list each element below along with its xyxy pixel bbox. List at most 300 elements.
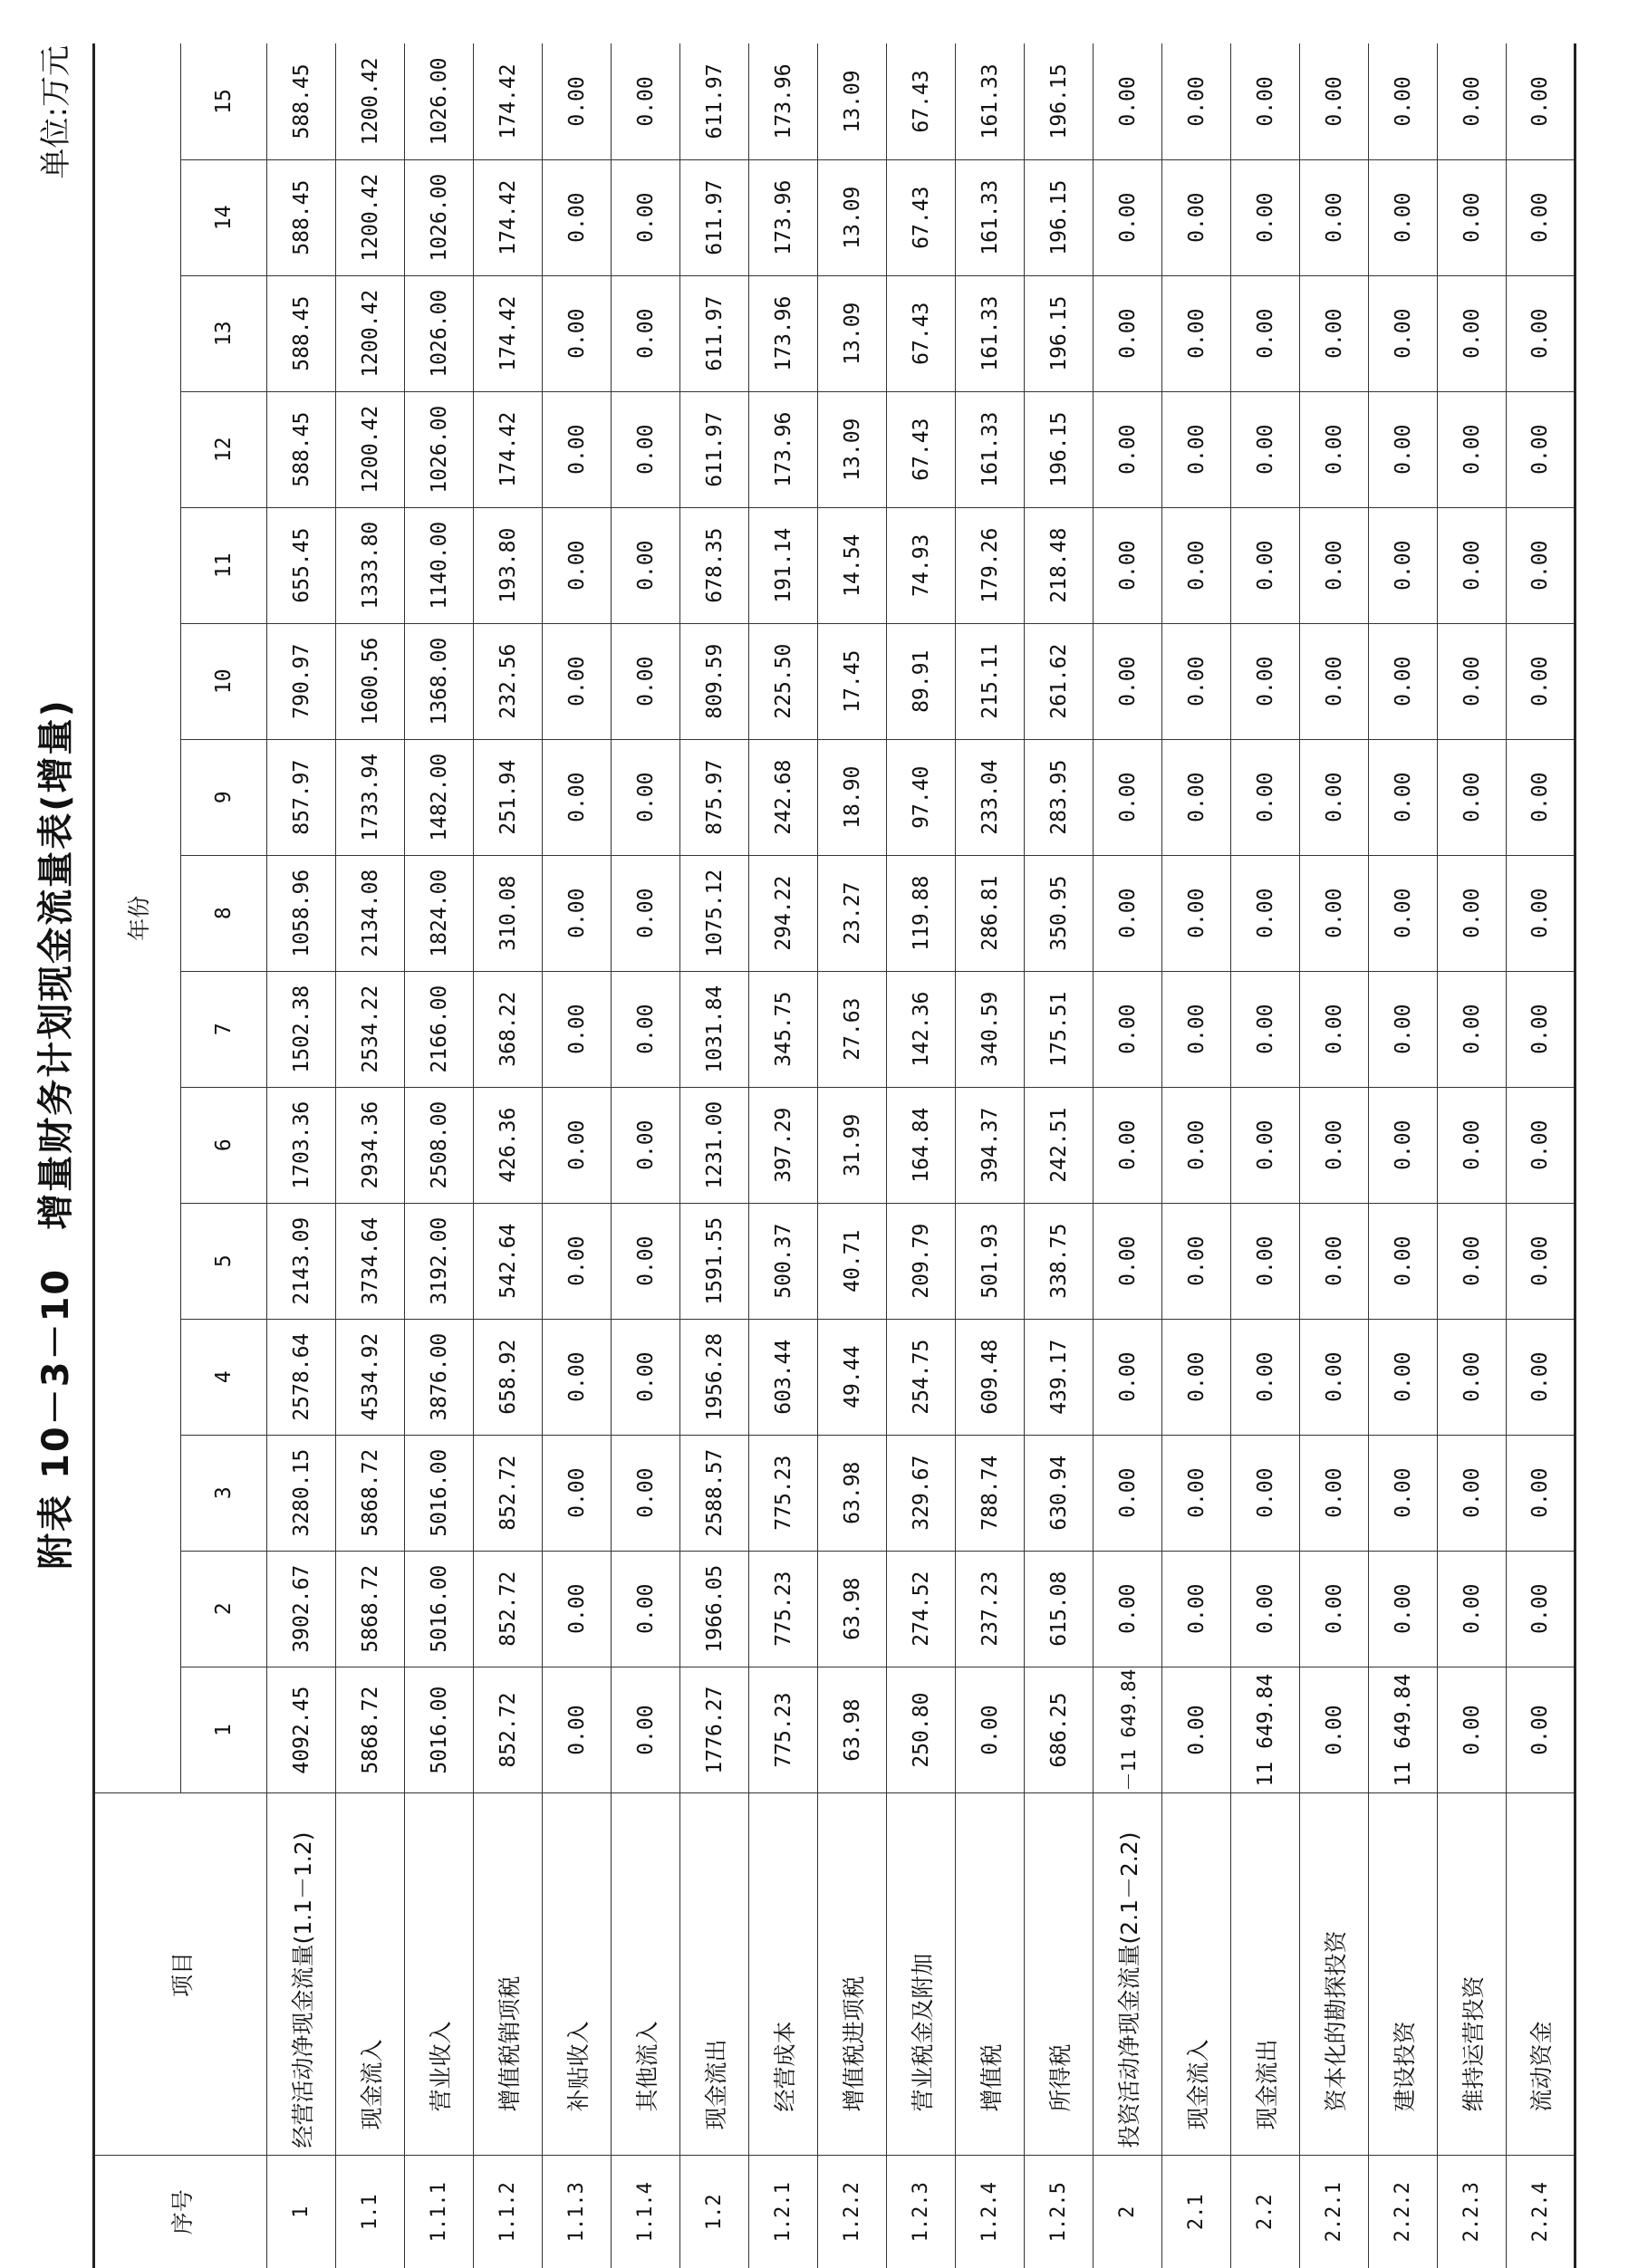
row-value: 658.92 [474, 1319, 543, 1435]
row-value: 588.45 [267, 391, 336, 507]
row-value: 0.00 [1300, 855, 1369, 971]
row-value: 0.00 [1094, 507, 1162, 623]
header-year: 1 [181, 1667, 267, 1793]
row-value: 857.97 [267, 739, 336, 855]
row-item: 现金流入 [1162, 1793, 1231, 2156]
row-value: 2578.64 [267, 1319, 336, 1435]
row-value: 254.75 [887, 1319, 956, 1435]
row-value: 0.00 [1231, 275, 1300, 391]
table-row [1438, 43, 1507, 2268]
row-value: 218.48 [1025, 507, 1094, 623]
row-value: 0.00 [1094, 623, 1162, 739]
row-value: 0.00 [612, 623, 680, 739]
row-seq: 2.1 [1162, 2156, 1231, 2268]
row-value: 14.54 [818, 507, 887, 623]
row-value: 164.84 [887, 1087, 956, 1203]
row-value: 0.00 [543, 739, 612, 855]
row-value: 0.00 [1231, 507, 1300, 623]
row-value: 191.14 [749, 507, 818, 623]
row-value: 274.52 [887, 1551, 956, 1667]
row-value: 232.56 [474, 623, 543, 739]
row-value: 23.27 [818, 855, 887, 971]
row-value: 173.96 [749, 43, 818, 159]
row-value: 0.00 [1369, 43, 1438, 159]
row-value: 0.00 [543, 855, 612, 971]
row-value: 0.00 [1369, 971, 1438, 1087]
row-value: 0.00 [1438, 159, 1507, 275]
row-value: 611.97 [680, 159, 749, 275]
header-year: 12 [181, 391, 267, 507]
header-year: 14 [181, 159, 267, 275]
row-value: 0.00 [1231, 855, 1300, 971]
row-value: 0.00 [1162, 1203, 1231, 1319]
row-value: 0.00 [1094, 1203, 1162, 1319]
row-value: 27.63 [818, 971, 887, 1087]
row-value: 3902.67 [267, 1551, 336, 1667]
header-year: 13 [181, 275, 267, 391]
row-seq: 1.1.2 [474, 2156, 543, 2268]
row-value: 439.17 [1025, 1319, 1094, 1435]
row-value: 0.00 [1369, 275, 1438, 391]
row-value: 394.37 [956, 1087, 1025, 1203]
row-value: 615.08 [1025, 1551, 1094, 1667]
header-year: 6 [181, 1087, 267, 1203]
row-value: 1368.00 [405, 623, 474, 739]
row-value: 1200.42 [336, 43, 405, 159]
header-year: 2 [181, 1551, 267, 1667]
row-value: 2134.08 [336, 855, 405, 971]
row-value: 0.00 [1369, 507, 1438, 623]
header-year: 3 [181, 1435, 267, 1551]
row-value: 1026.00 [405, 159, 474, 275]
row-value: 500.37 [749, 1203, 818, 1319]
row-value: 0.00 [612, 1087, 680, 1203]
row-value: 17.45 [818, 623, 887, 739]
row-value: 1140.00 [405, 507, 474, 623]
row-value: 0.00 [1438, 623, 1507, 739]
row-item: 增值税 [956, 1793, 1025, 2156]
row-value: 0.00 [1369, 1087, 1438, 1203]
row-value: 0.00 [543, 43, 612, 159]
row-value: 209.79 [887, 1203, 956, 1319]
row-value: 775.23 [749, 1435, 818, 1551]
row-value: 161.33 [956, 159, 1025, 275]
row-value: 0.00 [1231, 159, 1300, 275]
row-value: 0.00 [1369, 159, 1438, 275]
row-value: 0.00 [1162, 1551, 1231, 1667]
row-value: 142.36 [887, 971, 956, 1087]
table-row [1507, 43, 1575, 2268]
row-value: 0.00 [1369, 855, 1438, 971]
cash-flow-table [92, 43, 1576, 2268]
row-value: 0.00 [612, 275, 680, 391]
row-value: 196.15 [1025, 43, 1094, 159]
table-title: 附表 10－3－10 增量财务计划现金流量表(增量) [35, 698, 77, 1570]
row-value: 0.00 [543, 1667, 612, 1793]
row-value: 0.00 [1094, 1435, 1162, 1551]
row-value: 852.72 [474, 1667, 543, 1793]
row-value: 0.00 [1507, 43, 1575, 159]
table-row [405, 43, 474, 2268]
row-value: 0.00 [612, 1319, 680, 1435]
row-value: 261.62 [1025, 623, 1094, 739]
row-value: 0.00 [1162, 1667, 1231, 1793]
row-value: 0.00 [543, 971, 612, 1087]
row-value: 1200.42 [336, 391, 405, 507]
row-value: 0.00 [1231, 623, 1300, 739]
row-value: 5016.00 [405, 1435, 474, 1551]
row-value: 74.93 [887, 507, 956, 623]
row-value: 0.00 [1162, 275, 1231, 391]
row-value: 0.00 [1507, 1667, 1575, 1793]
row-value: 775.23 [749, 1667, 818, 1793]
row-value: 350.95 [1025, 855, 1094, 971]
row-value: 0.00 [1438, 1435, 1507, 1551]
row-value: 611.97 [680, 43, 749, 159]
row-value: 1966.05 [680, 1551, 749, 1667]
row-seq: 1.1.4 [612, 2156, 680, 2268]
row-value: 0.00 [1438, 1203, 1507, 1319]
row-value: 237.23 [956, 1551, 1025, 1667]
row-seq: 2.2.3 [1438, 2156, 1507, 2268]
row-value: 0.00 [612, 855, 680, 971]
row-value: －11 649.84 [1094, 1667, 1162, 1793]
row-value: 1733.94 [336, 739, 405, 855]
row-value: 63.98 [818, 1667, 887, 1793]
row-seq: 1.2 [680, 2156, 749, 2268]
row-value: 0.00 [1438, 855, 1507, 971]
row-value: 0.00 [612, 1435, 680, 1551]
row-item: 投资活动净现金流量(2.1－2.2) [1094, 1793, 1162, 2156]
row-value: 0.00 [1094, 739, 1162, 855]
row-item: 现金流出 [680, 1793, 749, 2156]
row-value: 0.00 [1231, 1551, 1300, 1667]
row-value: 63.98 [818, 1435, 887, 1551]
header-seq: 序号 [94, 2156, 267, 2268]
row-value: 0.00 [1438, 1087, 1507, 1203]
row-value: 13.09 [818, 391, 887, 507]
row-value: 40.71 [818, 1203, 887, 1319]
row-value: 0.00 [612, 1667, 680, 1793]
row-value: 0.00 [543, 623, 612, 739]
row-value: 0.00 [1300, 1319, 1369, 1435]
row-value: 1075.12 [680, 855, 749, 971]
row-value: 0.00 [612, 507, 680, 623]
row-value: 3192.00 [405, 1203, 474, 1319]
row-value: 97.40 [887, 739, 956, 855]
row-value: 0.00 [543, 1087, 612, 1203]
table-row [887, 43, 956, 2268]
header-year: 10 [181, 623, 267, 739]
row-item: 现金流入 [336, 1793, 405, 2156]
table-row [1025, 43, 1094, 2268]
row-value: 67.43 [887, 43, 956, 159]
row-value: 809.59 [680, 623, 749, 739]
row-value: 0.00 [1300, 1435, 1369, 1551]
header-year: 9 [181, 739, 267, 855]
row-value: 174.42 [474, 391, 543, 507]
row-value: 63.98 [818, 1551, 887, 1667]
row-value: 119.88 [887, 855, 956, 971]
row-value: 603.44 [749, 1319, 818, 1435]
row-value: 0.00 [1300, 1203, 1369, 1319]
row-value: 0.00 [1300, 739, 1369, 855]
row-value: 345.75 [749, 971, 818, 1087]
table-row [336, 43, 405, 2268]
row-value: 0.00 [543, 391, 612, 507]
row-item: 现金流出 [1231, 1793, 1300, 2156]
row-seq: 1.2.3 [887, 2156, 956, 2268]
row-value: 161.33 [956, 391, 1025, 507]
row-value: 5868.72 [336, 1667, 405, 1793]
row-value: 0.00 [1094, 855, 1162, 971]
row-seq: 1.1.3 [543, 2156, 612, 2268]
row-value: 0.00 [1507, 623, 1575, 739]
row-seq: 1.2.2 [818, 2156, 887, 2268]
row-value: 0.00 [612, 159, 680, 275]
row-seq: 1.2.4 [956, 2156, 1025, 2268]
row-value: 397.29 [749, 1087, 818, 1203]
row-value: 0.00 [612, 391, 680, 507]
row-value: 0.00 [1300, 43, 1369, 159]
row-value: 11 649.84 [1369, 1667, 1438, 1793]
row-value: 875.97 [680, 739, 749, 855]
row-value: 1231.00 [680, 1087, 749, 1203]
row-value: 0.00 [1094, 1087, 1162, 1203]
row-value: 0.00 [1369, 1319, 1438, 1435]
row-value: 329.67 [887, 1435, 956, 1551]
row-value: 0.00 [1507, 1203, 1575, 1319]
row-value: 1026.00 [405, 391, 474, 507]
row-value: 89.91 [887, 623, 956, 739]
row-value: 251.94 [474, 739, 543, 855]
row-value: 0.00 [1507, 391, 1575, 507]
row-item: 营业收入 [405, 1793, 474, 2156]
row-value: 338.75 [1025, 1203, 1094, 1319]
table-row [267, 43, 336, 2268]
row-value: 775.23 [749, 1551, 818, 1667]
row-value: 1058.96 [267, 855, 336, 971]
header-year: 11 [181, 507, 267, 623]
row-item: 营业税金及附加 [887, 1793, 956, 2156]
row-value: 368.22 [474, 971, 543, 1087]
row-value: 174.42 [474, 159, 543, 275]
row-value: 0.00 [1300, 623, 1369, 739]
table-row [1162, 43, 1231, 2268]
table-row [818, 43, 887, 2268]
row-value: 1703.36 [267, 1087, 336, 1203]
row-value: 286.81 [956, 855, 1025, 971]
row-value: 0.00 [612, 1551, 680, 1667]
row-value: 0.00 [1162, 971, 1231, 1087]
row-value: 340.59 [956, 971, 1025, 1087]
row-value: 0.00 [1300, 507, 1369, 623]
row-seq: 1.2.1 [749, 2156, 818, 2268]
row-value: 501.93 [956, 1203, 1025, 1319]
row-seq: 2 [1094, 2156, 1162, 2268]
row-value: 0.00 [1369, 1203, 1438, 1319]
row-value: 0.00 [1094, 275, 1162, 391]
table-body [267, 43, 1575, 2268]
row-value: 0.00 [1094, 159, 1162, 275]
row-value: 67.43 [887, 391, 956, 507]
row-value: 1591.55 [680, 1203, 749, 1319]
header-year: 15 [181, 43, 267, 159]
row-value: 3876.00 [405, 1319, 474, 1435]
row-value: 0.00 [1507, 855, 1575, 971]
row-value: 0.00 [1369, 739, 1438, 855]
row-value: 4534.92 [336, 1319, 405, 1435]
row-value: 1482.00 [405, 739, 474, 855]
row-value: 179.26 [956, 507, 1025, 623]
table-row [474, 43, 543, 2268]
row-value: 0.00 [1162, 855, 1231, 971]
row-value: 0.00 [1438, 1319, 1507, 1435]
row-item: 流动资金 [1507, 1793, 1575, 2156]
row-value: 0.00 [612, 1203, 680, 1319]
row-value: 0.00 [1162, 43, 1231, 159]
header-year: 5 [181, 1203, 267, 1319]
row-value: 790.97 [267, 623, 336, 739]
row-value: 0.00 [1507, 159, 1575, 275]
row-value: 31.99 [818, 1087, 887, 1203]
row-value: 2143.09 [267, 1203, 336, 1319]
row-value: 0.00 [1300, 275, 1369, 391]
table-row [1231, 43, 1300, 2268]
row-value: 588.45 [267, 159, 336, 275]
row-value: 0.00 [1162, 1319, 1231, 1435]
row-value: 0.00 [1231, 1319, 1300, 1435]
row-value: 11 649.84 [1231, 1667, 1300, 1793]
row-value: 2166.00 [405, 971, 474, 1087]
row-value: 0.00 [1162, 1435, 1231, 1551]
row-item: 增值税进项税 [818, 1793, 887, 2156]
row-value: 0.00 [1094, 971, 1162, 1087]
row-value: 0.00 [1300, 391, 1369, 507]
row-value: 1776.27 [680, 1667, 749, 1793]
row-value: 2588.57 [680, 1435, 749, 1551]
row-value: 588.45 [267, 275, 336, 391]
row-value: 225.50 [749, 623, 818, 739]
row-value: 0.00 [612, 739, 680, 855]
row-value: 5016.00 [405, 1667, 474, 1793]
row-value: 67.43 [887, 275, 956, 391]
row-seq: 2.2.4 [1507, 2156, 1575, 2268]
table-row [680, 43, 749, 2268]
unit-label: 单位:万元 [38, 45, 74, 179]
row-value: 788.74 [956, 1435, 1025, 1551]
row-value: 0.00 [1094, 1551, 1162, 1667]
row-value: 0.00 [1438, 43, 1507, 159]
row-value: 426.36 [474, 1087, 543, 1203]
row-value: 686.25 [1025, 1667, 1094, 1793]
row-value: 542.64 [474, 1203, 543, 1319]
row-value: 0.00 [1438, 1551, 1507, 1667]
row-item: 维持运营投资 [1438, 1793, 1507, 2156]
table-wrapper [92, 43, 1576, 2268]
row-value: 13.09 [818, 43, 887, 159]
row-value: 0.00 [1369, 1435, 1438, 1551]
table-row [612, 43, 680, 2268]
row-value: 0.00 [543, 159, 612, 275]
row-value: 0.00 [1231, 43, 1300, 159]
table-row [1094, 43, 1162, 2268]
row-value: 0.00 [1507, 739, 1575, 855]
row-item: 资本化的勘探投资 [1300, 1793, 1369, 2156]
row-value: 196.15 [1025, 275, 1094, 391]
row-value: 0.00 [1438, 1667, 1507, 1793]
row-value: 0.00 [1438, 971, 1507, 1087]
row-value: 5868.72 [336, 1435, 405, 1551]
row-value: 0.00 [1507, 275, 1575, 391]
header-item: 项目 [94, 1793, 267, 2156]
row-value: 49.44 [818, 1319, 887, 1435]
row-value: 588.45 [267, 43, 336, 159]
row-value: 0.00 [1231, 1435, 1300, 1551]
header-year-group: 年份 [94, 43, 181, 1793]
header-year: 4 [181, 1319, 267, 1435]
row-value: 1200.42 [336, 159, 405, 275]
row-value: 2534.22 [336, 971, 405, 1087]
row-value: 852.72 [474, 1551, 543, 1667]
row-value: 161.33 [956, 43, 1025, 159]
row-value: 0.00 [543, 1203, 612, 1319]
row-value: 0.00 [1231, 1203, 1300, 1319]
table-row [749, 43, 818, 2268]
row-value: 611.97 [680, 391, 749, 507]
row-value: 0.00 [1300, 1087, 1369, 1203]
row-value: 2508.00 [405, 1087, 474, 1203]
row-value: 0.00 [1162, 159, 1231, 275]
row-item: 经营活动净现金流量(1.1－1.2) [267, 1793, 336, 2156]
row-seq: 2.2 [1231, 2156, 1300, 2268]
table-row [1300, 43, 1369, 2268]
row-value: 0.00 [956, 1667, 1025, 1793]
row-value: 0.00 [1300, 1667, 1369, 1793]
row-value: 0.00 [1438, 739, 1507, 855]
row-value: 0.00 [1507, 507, 1575, 623]
row-value: 173.96 [749, 391, 818, 507]
row-seq: 2.2.1 [1300, 2156, 1369, 2268]
row-value: 0.00 [1369, 623, 1438, 739]
row-value: 18.90 [818, 739, 887, 855]
row-value: 233.04 [956, 739, 1025, 855]
row-value: 0.00 [1094, 391, 1162, 507]
row-value: 852.72 [474, 1435, 543, 1551]
row-value: 250.80 [887, 1667, 956, 1793]
row-value: 0.00 [1094, 43, 1162, 159]
row-value: 0.00 [1507, 1435, 1575, 1551]
row-value: 0.00 [1231, 739, 1300, 855]
row-value: 215.11 [956, 623, 1025, 739]
header-year: 8 [181, 855, 267, 971]
row-value: 0.00 [1438, 275, 1507, 391]
row-value: 5868.72 [336, 1551, 405, 1667]
row-value: 196.15 [1025, 159, 1094, 275]
row-value: 0.00 [1231, 1087, 1300, 1203]
row-value: 242.68 [749, 739, 818, 855]
row-value: 1824.00 [405, 855, 474, 971]
row-seq: 1 [267, 2156, 336, 2268]
row-value: 0.00 [1162, 739, 1231, 855]
row-value: 193.80 [474, 507, 543, 623]
row-value: 0.00 [612, 971, 680, 1087]
row-item: 经营成本 [749, 1793, 818, 2156]
row-value: 655.45 [267, 507, 336, 623]
row-value: 0.00 [1231, 391, 1300, 507]
row-value: 5016.00 [405, 1551, 474, 1667]
row-value: 0.00 [1231, 971, 1300, 1087]
